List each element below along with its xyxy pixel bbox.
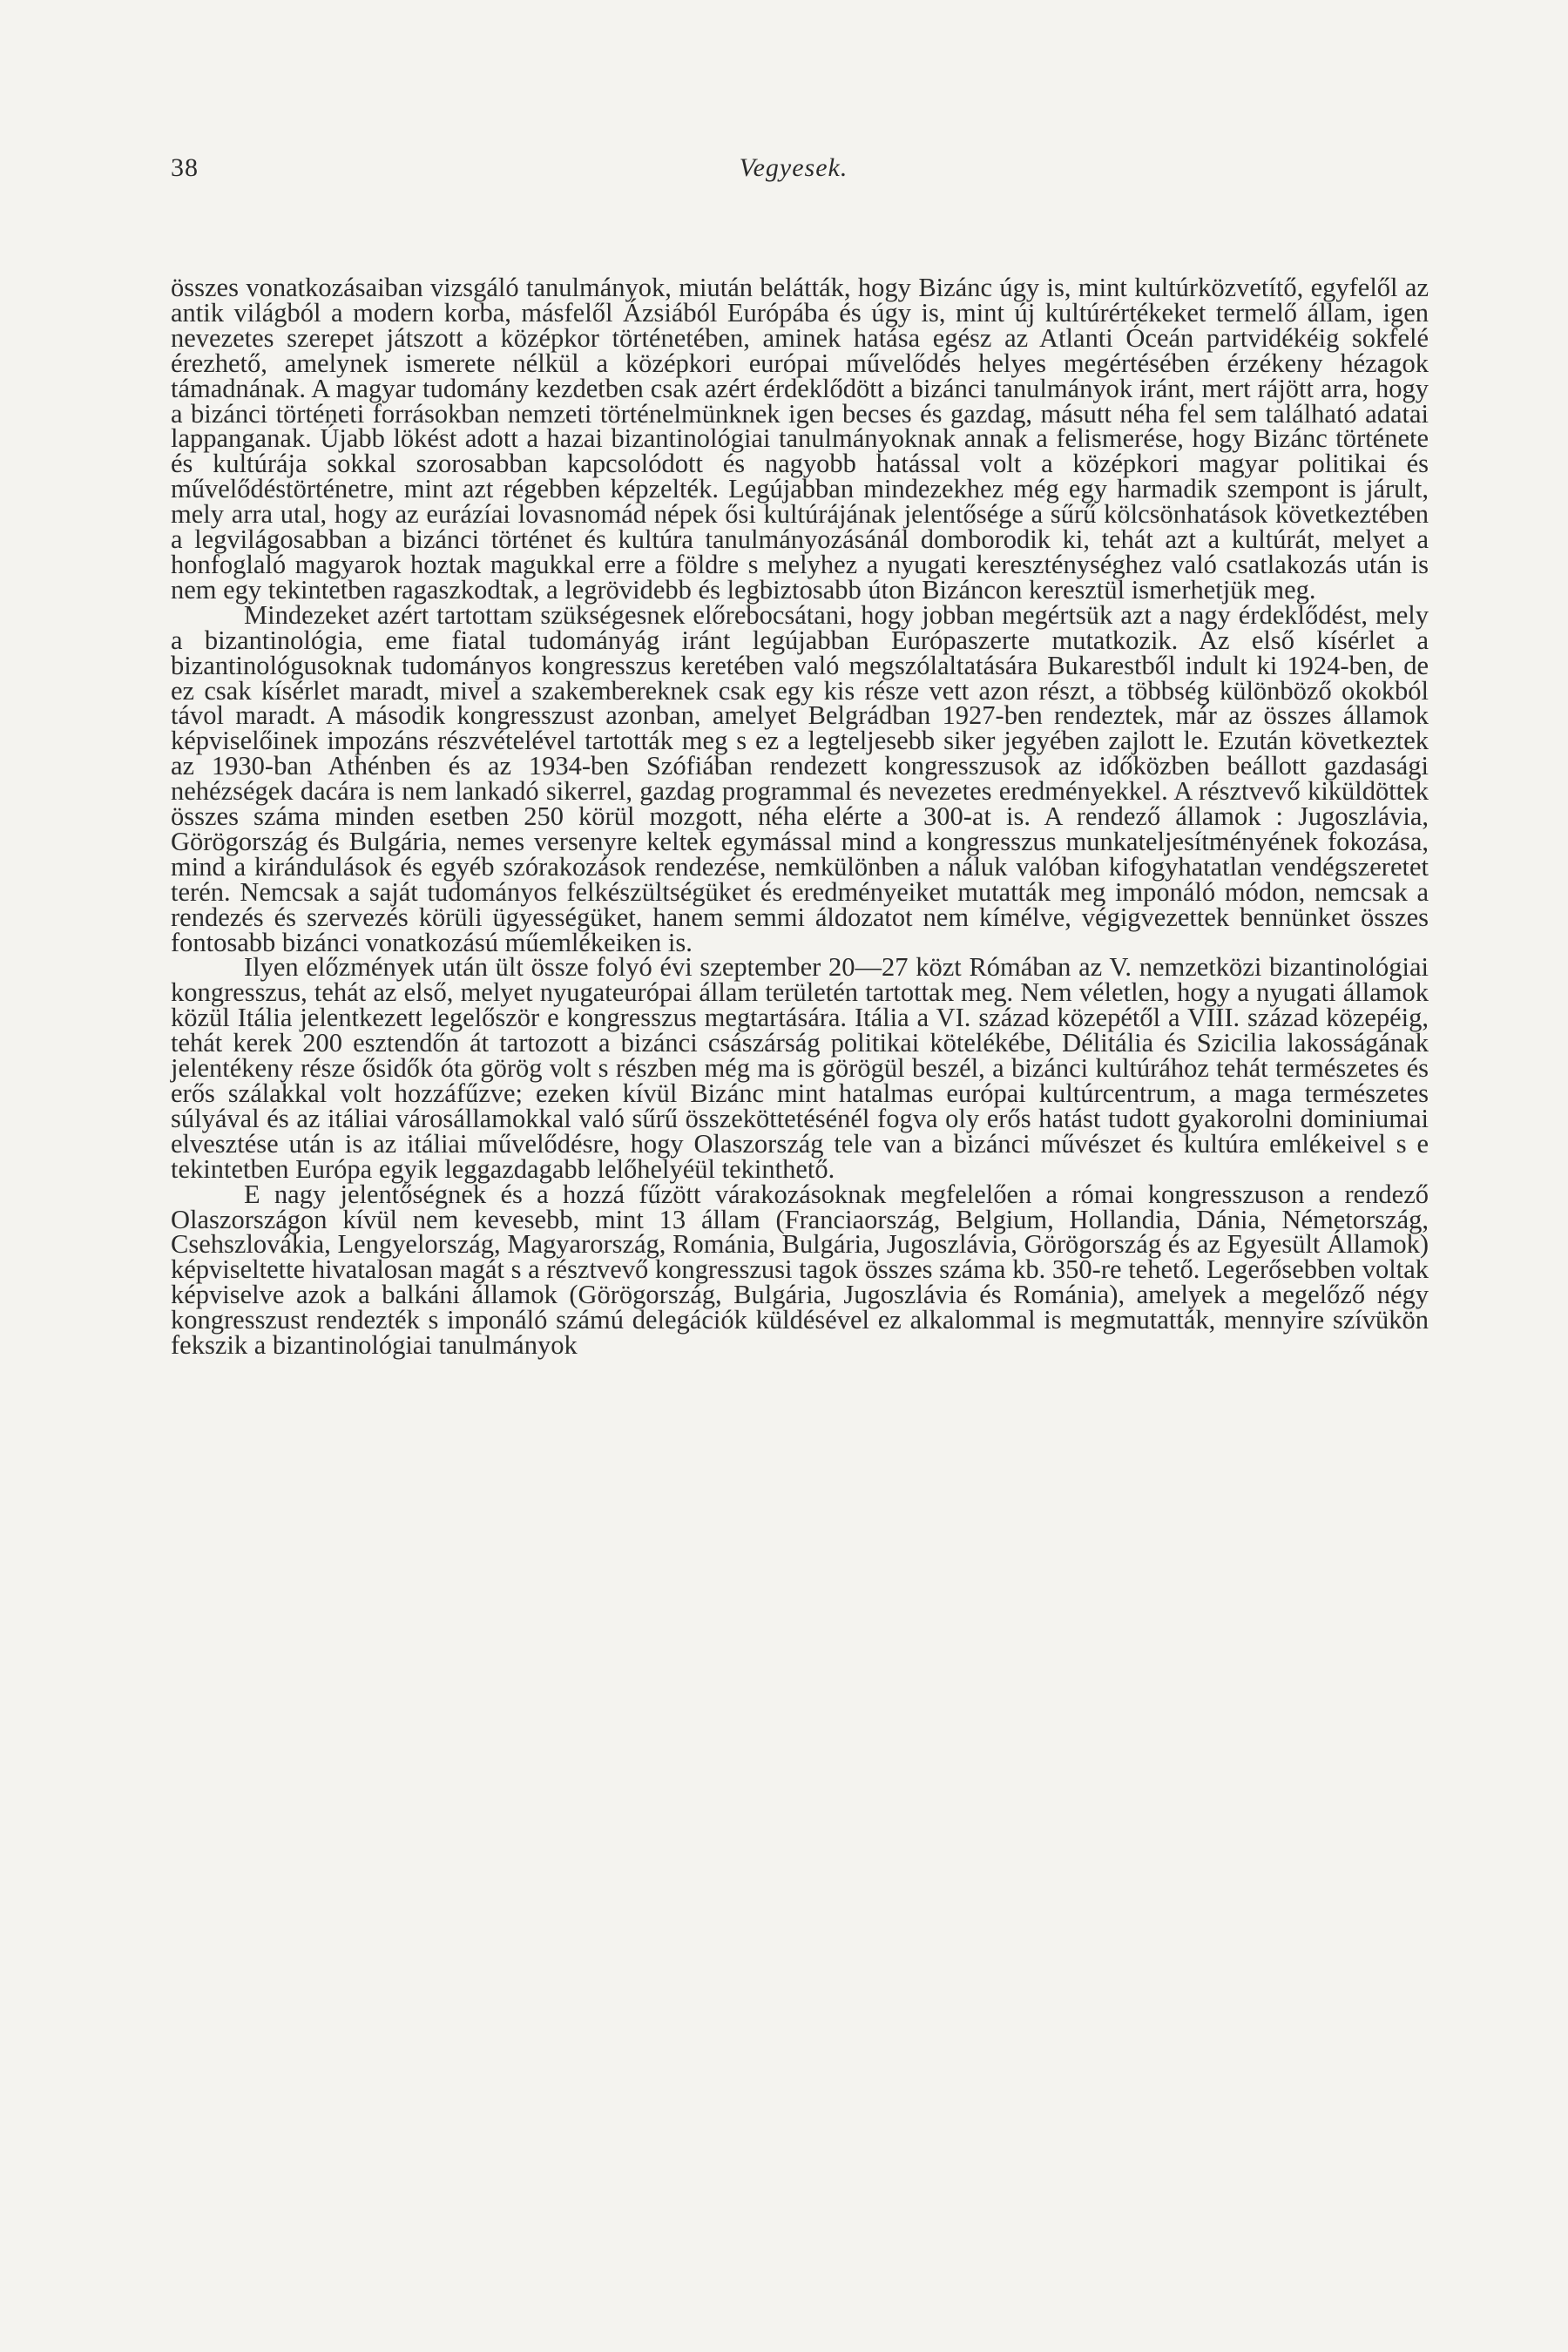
paragraph-continuation: összes vonatkozásaiban vizsgáló tanulmányok, miután belátták, hogy Bizánc úgy is, mint kultúrközvetítő, egyfelől az antik világból a modern korba, másfelől Ázsiából Európába és úgy is, mint új kultúrértékeket termelő állam, igen nevezetes szerepet játszott a középkor történetében, aminek hatása egész az Atlanti Óceán partvidékéig sokfelé érezhető, amelynek ismerete nélkül a középkori európai művelődés helyes megértésében érzékeny hézagok támadnának. A magyar tudomány kezdetben csak azért érdeklődött a bizánci tanulmányok iránt, mert rájött arra, hogy a bizánci történeti forrásokban nemzeti történelmünknek igen becses és gazdag, másutt néha fel sem található adatai lappanganak. Újabb lökést adott a hazai bizantinológiai tanulmányoknak annak a felismerése, hogy Bizánc története és kultúrája sokkal szorosabban kapcsolódott és nagyobb hatással volt a középkori magyar politikai és művelődéstörténetre, mint azt régebben képzelték. Legújabban mindezekhez még egy harmadik szempont is járult, mely arra utal, hogy az eurázíai lovasnomád népek ősi kultúrájának jelentősége a sűrű kölcsönhatások következtében a legvilágosabban a bizánci történet és kultúra tanulmányozásánál domborodik ki, tehát azt a kultúrát, melyet a honfoglaló magyarok hoztak magukkal erre a földre s melyhez a nyugati kereszténységhez való csatlakozás után is nem egy tekintetben ragaszkodtak, a legrövidebb és legbiztosabb úton Bizáncon keresztül ismerhetjük meg. [171, 273, 1429, 605]
paragraph: Mindezeket azért tartottam szükségesnek előrebocsátani, hogy jobban megértsük azt a nagy érdeklődést, mely a bizantinológia, eme fiatal tudományág iránt legújabban Európaszerte mutatkozik. Az első kísérlet a bizantinológusoknak tudományos kongresszus keretében való megszólaltatására Bukarestből indult ki 1924-ben, de ez csak kísérlet maradt, mivel a szakembereknek csak egy kis része vett azon részt, a többség különböző okokból távol maradt. A második kongresszust azonban, amelyet Belgrádban 1927-ben rendeztek, már az összes államok képviselőinek impozáns részvételével tartották meg s ez a legteljesebb siker jegyében zajlott le. Ezután következtek az 1930-ban Athénben és az 1934-ben Szófiában rendezett kongresszusok az időközben beállott gazdasági nehézségek dacára is nem lankadó sikerrel, gazdag programmal és nevezetes eredményekkel. A résztvevő kiküldöttek összes száma minden esetben 250 körül mozgott, néha elérte a 300-at is. A rendező államok : Jugoszlávia, Görögország és Bulgária, nemes versenyre keltek egymással mind a kongresszus munkateljesítményének fokozása, mind a kirándulások és egyéb szórakozások rendezése, nemkülönben a náluk valóban kifogyhatatlan vendégszeretet terén. Nemcsak a saját tudományos felkészültségüket és eredményeiket mutatták meg imponáló módon, nemcsak a rendezés és szervezés körüli ügyességüket, hanem semmi áldozatot nem kímélve, végigvezettek bennünket összes fontosabb bizánci vonatkozású műemlékeiken is. [171, 599, 1429, 957]
body-text [171, 273, 1429, 1361]
paragraph: Ilyen előzmények után ült össze folyó évi szeptember 20—27 közt Rómában az V. nemzetközi bizantinológiai kongresszus, tehát az első, melyet nyugateurópai állam területén tartottak meg. Nem véletlen, hogy a nyugati államok közül Itália jelentkezett legelőször e kongresszus megtartására. Itália a VI. század közepétől a VIII. század közepéig, tehát kerek 200 esztendőn át tartozott a bizánci császárság politikai kötelékébe, Délitália és Szicilia lakosságának jelentékeny része ősidők óta görög volt s részben még ma is görögül beszél, a bizánci kultúrához tehát természetes és erős szálakkal volt hozzáfűzve; ezeken kívül Bizánc mint hatalmas európai kultúrcentrum, a maga természetes súlyával és az itáliai városállamokkal való sűrű összeköttetésénél fogva oly erős hatást tudott gyakorolni dominiumai elvesztése után is az itáliai művelődésre, hogy Olaszország tele van a bizánci művészet és kultúra emlékeivel s e tekintetben Európa egyik leggazdagabb lelőhelyéül tekinthető. [171, 952, 1429, 1184]
page-number: 38 [171, 153, 199, 182]
paragraph: E nagy jelentőségnek és a hozzá fűzött várakozásoknak megfelelően a római kongresszuson a rendező Olaszországon kívül nem kevesebb, mint 13 állam (Franciaország, Belgium, Hollandia, Dánia, Németország, Csehszlovákia, Lengyelország, Magyarország, Románia, Bulgária, Jugoszlávia, Görögország és az Egyesült Államok) képviseltette hivatalosan magát s a résztvevő kongresszusi tagok összes száma kb. 350-re tehető. Legerősebben voltak képviselve azok a balkáni államok (Görögország, Bulgária, Jugoszlávia és Románia), amelyek a megelőző négy kongresszust rendezték s imponáló számú delegációk küldésével ez alkalommal is megmutatták, mennyire szívükön fekszik a bizantinológiai tanulmányok [171, 1179, 1429, 1361]
running-head [171, 153, 1416, 188]
running-title: Vegyesek. [739, 153, 848, 182]
